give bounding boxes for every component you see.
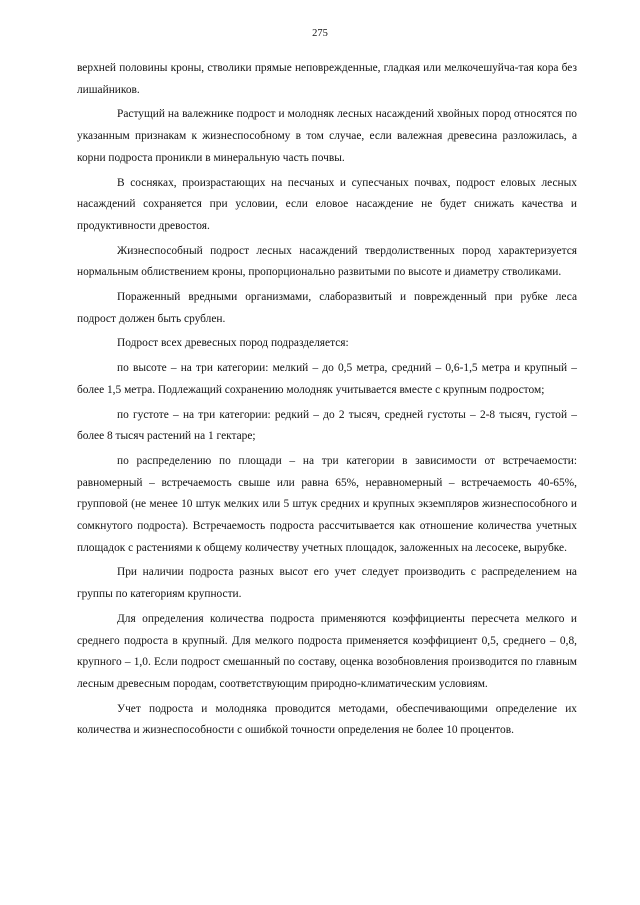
paragraph-damaged-undergrowth: Пораженный вредными организмами, слаборазвитый и поврежденный при рубке леса подрост должен быть срублен.: [77, 291, 577, 325]
paragraph-hardwood-undergrowth: Жизнеспособный подрост лесных насаждений твердолиственных пород характеризуется нормальным облиствением кроны, пропорционально развитыми по высоте и диаметру стволиками.: [77, 244, 577, 279]
paragraph-by-distribution: по распределению по площади – на три категории в зависимости от встречаемости: равномерный – встречаемость свыше или равна 65%, неравномерный – встречаемость 40-65%, групповой (не менее 10 штук мелких или 5 штук средних и крупных экземпляров жизнеспособного и сомкнутого подроста). Встречаемость подроста рассчитывается как отношение количества учетных площадок с растениями к общему количеству учетных площадок, заложенных на лесосеке, вырубке.: [77, 454, 577, 554]
paragraph-different-heights: При наличии подроста разных высот его учет следует производить с распределением на группы по категориям крупности.: [77, 566, 577, 601]
paragraph-by-density: по густоте – на три категории: редкий – до 2 тысяч, средней густоты – 2-8 тысяч, густой – более 8 тысяч растений на 1 гектаре;: [77, 408, 577, 443]
paragraph-conversion-coefficients: Для определения количества подроста применяются коэффициенты пересчета мелкого и среднего подроста в крупный. Для мелкого подроста применяется коэффициент 0,5, среднего – 0,8, крупного – 1,0. Если подрост смешанный по составу, оценка возобновления производится по главным лесным древесным породам, соответствующим природно-климатическим условиям.: [77, 612, 577, 690]
page-body: [77, 58, 577, 745]
paragraph-pine-stands: В сосняках, произрастающих на песчаных и супесчаных почвах, подрост еловых лесных насаждений сохраняется при условии, если еловое насаждение не будет снижать качества и продуктивности древостоя.: [77, 176, 577, 232]
paragraph-deadwood-undergrowth: Растущий на валежнике подрост и молодняк лесных насаждений хвойных пород относятся по указанным признакам к жизнеспособному в том случае, если валежная древесина разложилась, а корни подроста проникли в минеральную часть почвы.: [77, 108, 577, 164]
paragraph-by-height: по высоте – на три категории: мелкий – до 0,5 метра, средний – 0,6-1,5 метра и крупный – более 1,5 метра. Подлежащий сохранению молодняк учитывается вместе с крупным подростом;: [77, 362, 577, 396]
page-number: 275: [312, 28, 328, 39]
paragraph-continuation: верхней половины кроны, стволики прямые неповрежденные, гладкая или мелкочешуйча-тая кора без лишайников.: [77, 62, 577, 96]
paragraph-classification-intro: Подрост всех древесных пород подразделяется:: [117, 337, 349, 350]
paragraph-accounting-methods: Учет подроста и молодняка проводится методами, обеспечивающими определение их количества и жизнеспособности с ошибкой точности определения не более 10 процентов.: [77, 702, 577, 737]
